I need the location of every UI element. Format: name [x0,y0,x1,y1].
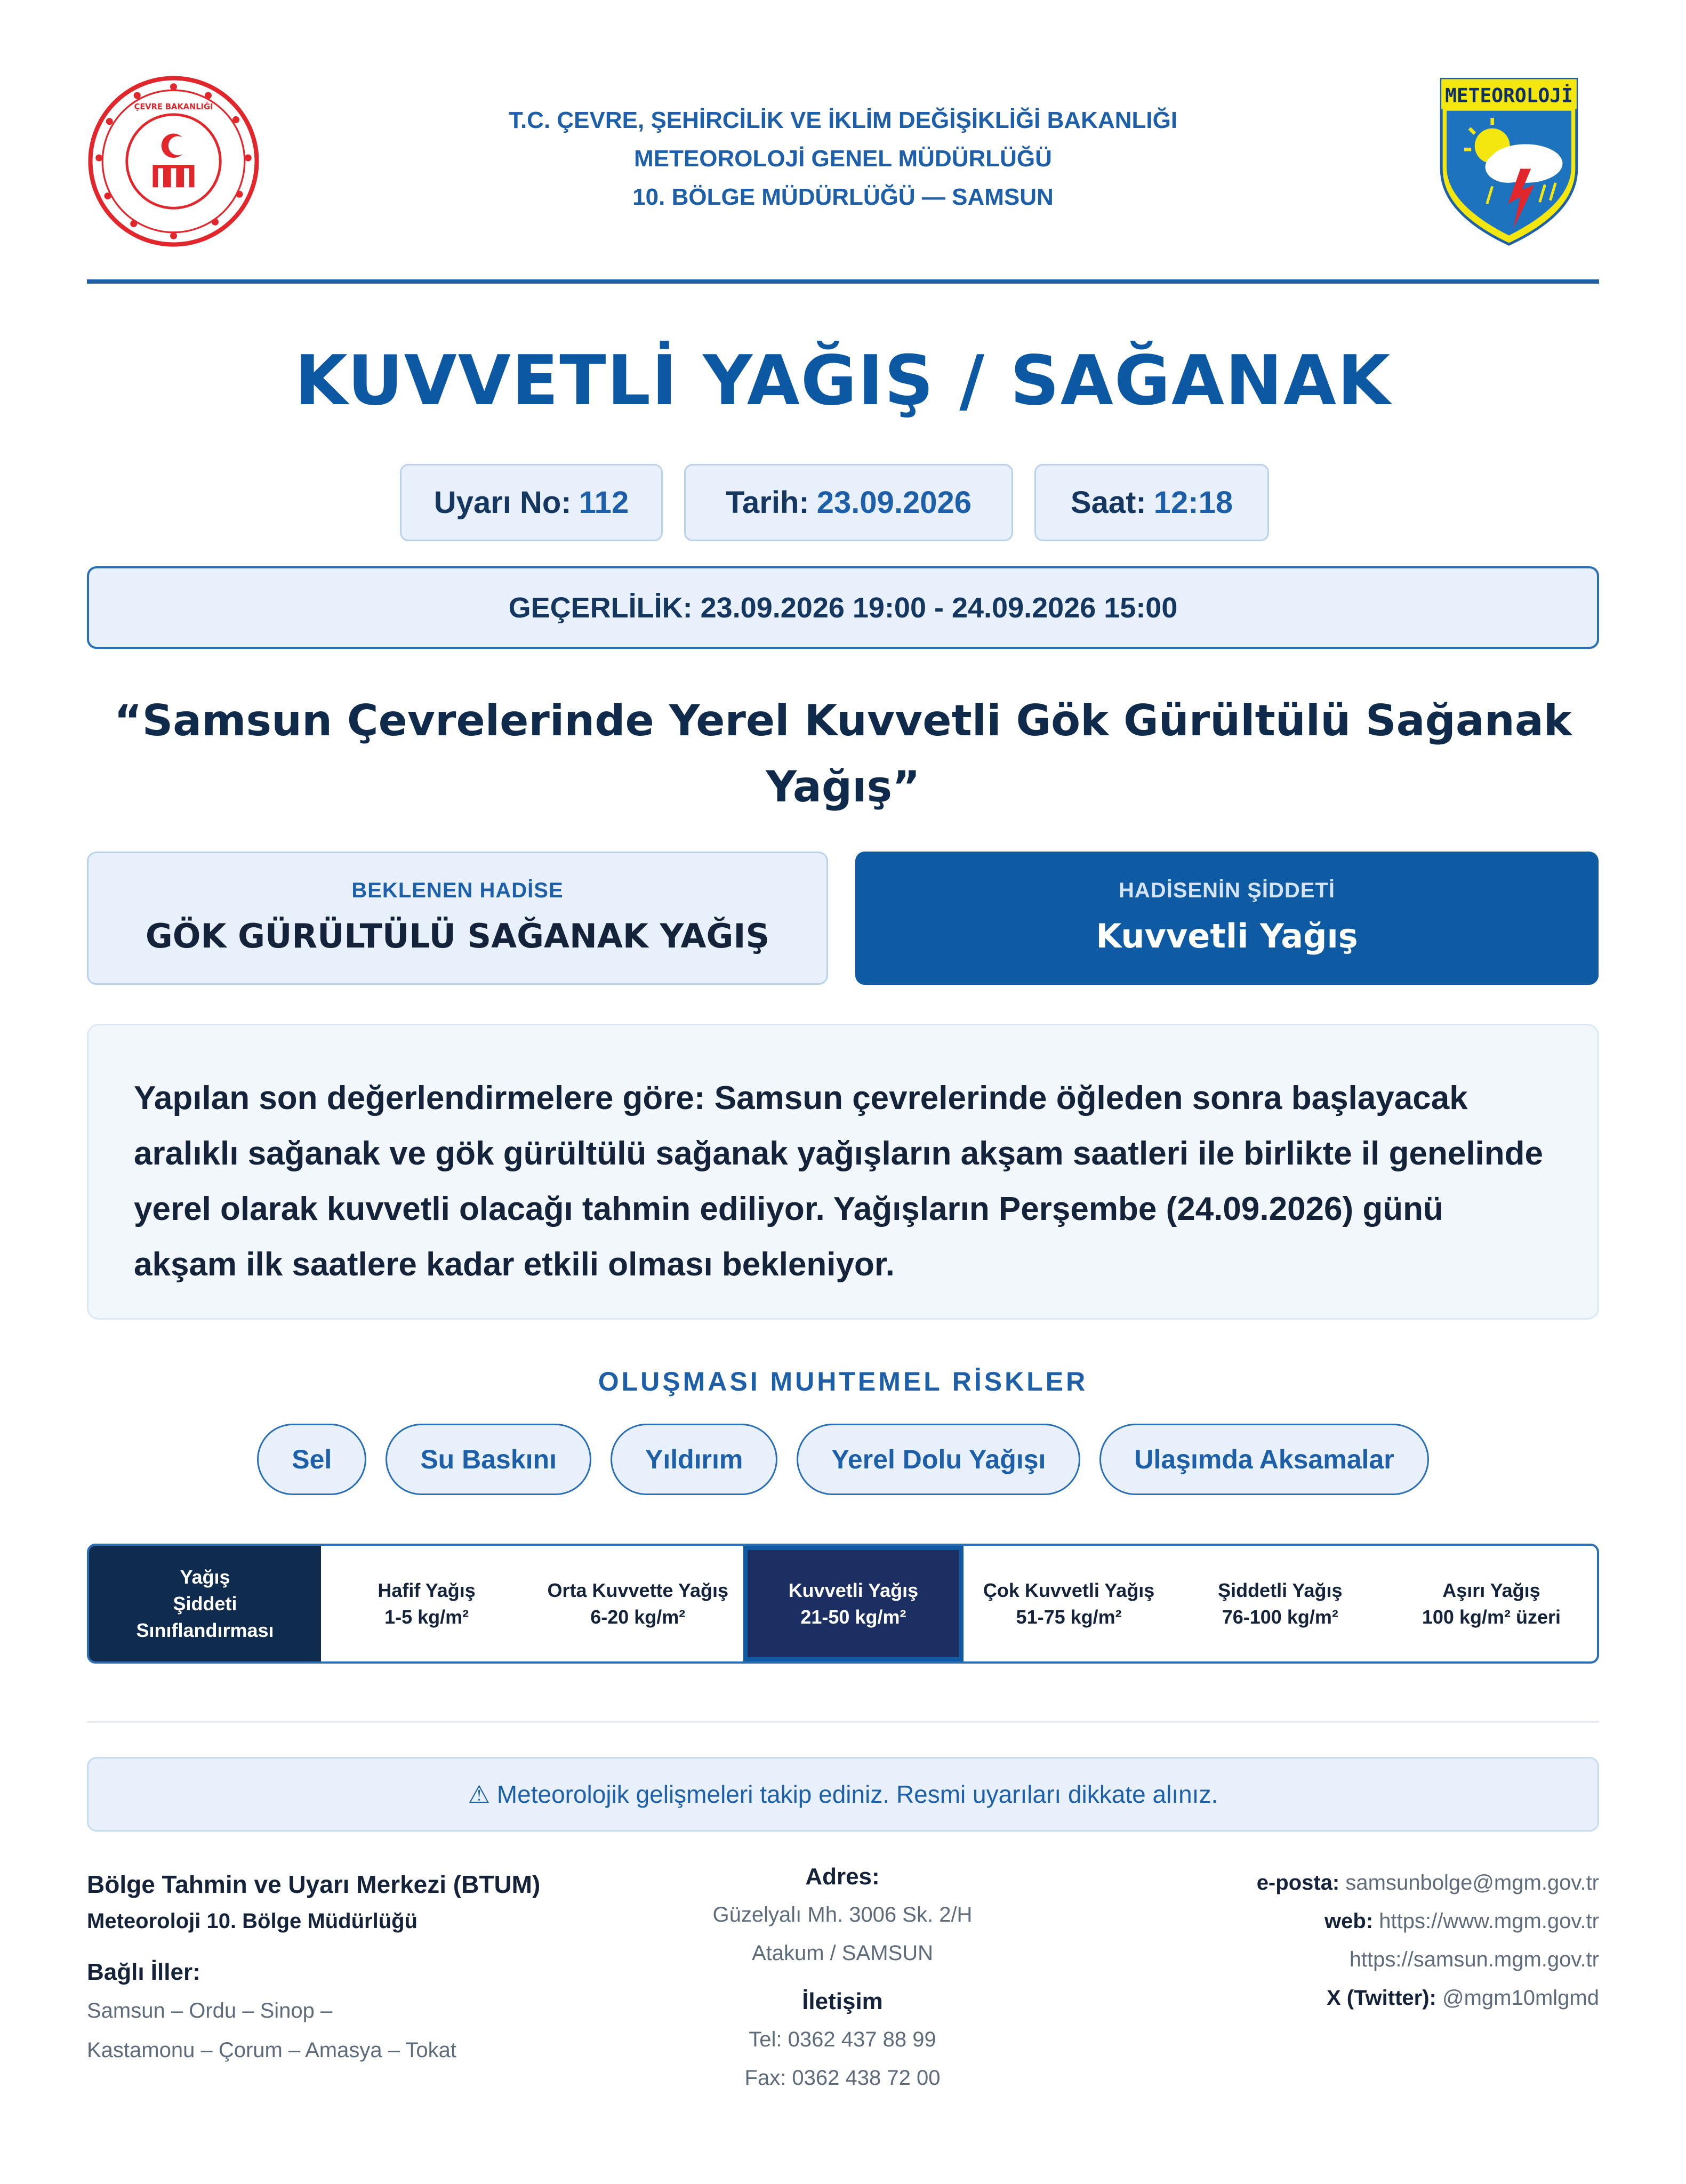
web-label: web: [1324,1909,1374,1933]
provinces-line: Kastamonu – Çorum – Amasya – Tokat [87,2038,456,2062]
date-label: Tarih: [725,485,809,520]
provinces-label: Bağlı İller: [87,1959,200,1985]
severity-label: HADİSENİN ŞİDDETİ [1119,879,1335,902]
scale-level [964,1546,1175,1661]
advisory-notice: ⚠ Meteorolojik gelişmeleri takip ediniz. Resmi uyarıları dikkate alınız. [87,1757,1599,1832]
header-divider [87,279,1599,284]
time-value: 12:18 [1153,485,1233,520]
directorate-name: Meteoroloji 10. Bölge Müdürlüğü [87,1909,418,1933]
twitter-handle[interactable]: @mgm10mlgmd [1442,1986,1599,2010]
scale-level [532,1546,743,1661]
center-name: Bölge Tahmin ve Uyarı Merkezi (BTUM) [87,1870,541,1898]
address-line: Güzelyalı Mh. 3006 Sk. 2/H [712,1903,973,1926]
date-value: 23.09.2026 [816,485,972,520]
twitter-row [1013,1979,1599,2017]
scale-level-range: 1-5 kg/m² [384,1605,469,1628]
expected-event-value: GÖK GÜRÜLTÜLÜ SAĞANAK YAĞIŞ [145,917,770,956]
time-chip [1034,464,1269,541]
time-label: Saat: [1070,485,1146,520]
date-chip [684,464,1013,541]
warning-number-chip [400,464,663,541]
scale-header-line: Yağış [180,1565,230,1588]
meteoroloji-shield-logo [1434,72,1584,248]
scale-level-range: 76-100 kg/m² [1222,1605,1338,1628]
footer-address [629,1864,1056,2097]
provinces-line: Samsun – Ordu – Sinop – [87,1999,333,2022]
scale-level-range: 6-20 kg/m² [590,1605,686,1628]
description-box [87,1024,1599,1320]
twitter-label: X (Twitter): [1326,1986,1436,2010]
scale-level-range: 100 kg/m² üzeri [1422,1605,1561,1628]
footer-organization [87,1864,567,2070]
scale-level-name: Hafif Yağış [378,1579,476,1601]
header-line-ministry: T.C. ÇEVRE, ŞEHİRCİLİK VE İKLİM DEĞİŞİKLİĞİ BAKANLIĞI [508,107,1178,133]
email-label: e-posta: [1256,1871,1340,1894]
scale-level-name: Kuvvetli Yağış [788,1579,919,1601]
email-link[interactable]: samsunbolge@mgm.gov.tr [1345,1871,1599,1894]
contact-label: İletişim [802,1988,883,2014]
scale-level [321,1546,532,1661]
scale-level [1175,1546,1386,1661]
web-link[interactable]: https://www.mgm.gov.tr [1379,1909,1599,1933]
scale-level-name: Çok Kuvvetli Yağış [983,1579,1155,1601]
validity-period: GEÇERLİLİK: 23.09.2026 19:00 - 24.09.2026 15:00 [87,566,1599,649]
header-line-directorate: METEOROLOJİ GENEL MÜDÜRLÜĞÜ [634,146,1052,172]
scale-level-range: 51-75 kg/m² [1016,1605,1122,1628]
warning-title: KUVVETLİ YAĞIŞ / SAĞANAK [294,341,1392,421]
svg-text:ÇEVRE BAKANLIĞI: ÇEVRE BAKANLIĞI [134,102,213,111]
provinces-list [87,1991,567,2070]
header-block [320,101,1366,216]
warning-number-label: Uyarı No: [433,485,572,520]
scale-level-name: Şiddetli Yağış [1218,1579,1343,1601]
footer-divider [87,1721,1599,1723]
footer-contact [1013,1864,1599,2017]
ministry-seal-logo [87,75,260,248]
scale-header [89,1546,321,1661]
risk-pill: Su Baskını [386,1424,591,1495]
scale-level-name: Orta Kuvvette Yağış [547,1579,728,1601]
risk-list [0,1424,1686,1495]
risk-pill: Yerel Dolu Yağışı [797,1424,1080,1495]
web-row [1013,1902,1599,1940]
scale-level-active [743,1546,963,1661]
address-line: Atakum / SAMSUN [751,1941,934,1965]
risk-pill: Yıldırım [611,1424,777,1495]
address-label: Adres: [805,1864,880,1890]
web-row-2 [1013,1940,1599,1979]
severity-value: Kuvvetli Yağış [1096,917,1358,956]
risk-pill: Sel [257,1424,366,1495]
scale-level [1386,1546,1597,1661]
expected-event-card [87,852,828,985]
warning-headline: “Samsun Çevrelerinde Yerel Kuvvetli Gök Gürültülü Sağanak Yağış” [114,696,1572,812]
web-link-regional[interactable]: https://samsun.mgm.gov.tr [1349,1948,1599,1971]
severity-card [855,852,1599,985]
description-text: Yapılan son değerlendirmelere göre: Samsun çevrelerinde öğleden sonra başlayacak aralıklı sağanak ve gök gürültülü sağanak yağışların akşam saatleri ile birlikte il genelinde yerel olarak kuvvetli olacağı tahmin ediliyor. Yağışların Perşembe (24.09.2026) günü akşam ilk saatlere kadar etkili olması bekleniyor. [134,1080,1543,1283]
expected-event-label: BEKLENEN HADİSE [351,879,564,902]
scale-level-range: 21-50 kg/m² [800,1605,906,1628]
scale-level-name: Aşırı Yağış [1442,1579,1540,1601]
scale-header-line: Sınıflandırması [136,1619,274,1641]
risks-title: OLUŞMASI MUHTEMEL RİSKLER [598,1367,1088,1396]
email-row [1013,1864,1599,1902]
scale-header-line: Şiddeti [173,1592,237,1615]
risk-pill: Ulaşımda Aksamalar [1099,1424,1428,1495]
svg-text:METEOROLOJİ: METEOROLOJİ [1445,84,1573,107]
intensity-scale [87,1544,1599,1664]
warning-number-value: 112 [579,485,629,520]
fax-number: Fax: 0362 438 72 00 [744,2066,941,2090]
phone-number: Tel: 0362 437 88 99 [749,2028,936,2051]
header-line-region: 10. BÖLGE MÜDÜRLÜĞÜ — SAMSUN [632,184,1054,210]
